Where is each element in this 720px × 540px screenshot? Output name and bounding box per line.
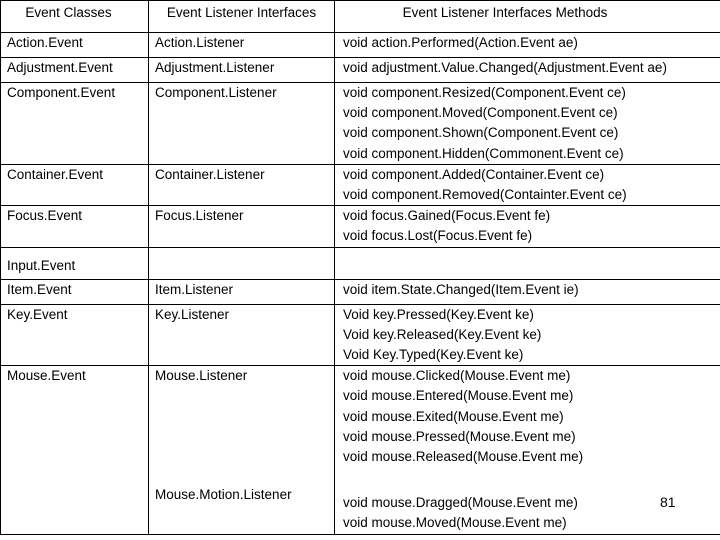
method-signature: Void Key.Typed(Key.Event ke) <box>343 347 524 363</box>
methods-cell <box>335 164 720 205</box>
method-signature: void mouse.Exited(Mouse.Event me) <box>343 408 564 424</box>
method-signature: void mouse.Clicked(Mouse.Event me) <box>343 368 571 384</box>
table-row <box>1 366 720 486</box>
listener-interface-cell: Key.Listener <box>149 304 335 366</box>
method-signature: void adjustment.Value.Changed(Adjustment.Event ae) <box>343 60 667 75</box>
event-class-cell: Action.Event <box>1 33 149 58</box>
table-row <box>1 164 720 205</box>
listener-interface-cell: Mouse.Listener <box>149 366 335 486</box>
event-class-cell: Item.Event <box>1 279 149 304</box>
method-signature: Void key.Pressed(Key.Event ke) <box>343 306 534 322</box>
method-signature: void focus.Lost(Focus.Event fe) <box>343 228 533 244</box>
header-event-classes: Event Classes <box>1 1 149 33</box>
page-number: 81 <box>660 494 676 510</box>
methods-cell <box>335 33 720 58</box>
methods-cell <box>335 366 720 486</box>
header-listener-methods: Event Listener Interfaces Methods <box>335 1 720 33</box>
listener-interface-cell: Adjustment.Listener <box>149 58 335 83</box>
method-signature: Void key.Released(Key.Event ke) <box>343 326 542 342</box>
table-row <box>1 304 720 366</box>
listener-interface-cell <box>149 247 335 279</box>
method-signature: void item.State.Changed(Item.Event ie) <box>343 281 579 297</box>
table-row <box>1 206 720 247</box>
method-signature: void mouse.Entered(Mouse.Event me) <box>343 388 574 404</box>
event-class-cell: Key.Event <box>1 304 149 366</box>
event-class-cell: Adjustment.Event <box>1 58 149 83</box>
listener-interface-cell: Action.Listener <box>149 33 335 58</box>
event-class-cell: Input.Event <box>1 247 149 279</box>
table-row <box>1 58 720 83</box>
event-class-cell: Component.Event <box>1 83 149 165</box>
table-row <box>1 33 720 58</box>
method-signature: void component.Added(Container.Event ce) <box>343 166 605 182</box>
event-class-cell: Focus.Event <box>1 206 149 247</box>
header-listener-interfaces: Event Listener Interfaces <box>149 1 335 33</box>
methods-cell <box>335 58 720 83</box>
methods-cell <box>335 83 720 165</box>
listener-interface-cell: Component.Listener <box>149 83 335 165</box>
method-signature: void mouse.Pressed(Mouse.Event me) <box>343 428 576 444</box>
methods-cell <box>335 304 720 366</box>
method-signature: void component.Shown(Component.Event ce) <box>343 125 619 141</box>
event-class-cell: Mouse.Event <box>1 366 149 534</box>
header-row <box>1 1 720 33</box>
method-signature: void mouse.Dragged(Mouse.Event me) <box>343 495 578 511</box>
method-signature: void mouse.Released(Mouse.Event me) <box>343 449 584 465</box>
method-signature: void focus.Gained(Focus.Event fe) <box>343 208 551 224</box>
methods-cell <box>335 206 720 247</box>
method-signature: void mouse.Moved(Mouse.Event me) <box>343 515 567 531</box>
listener-interface-cell: Item.Listener <box>149 279 335 304</box>
method-signature: void component.Resized(Component.Event ce) <box>343 85 626 100</box>
methods-cell <box>335 279 720 304</box>
listener-interface-cell: Focus.Listener <box>149 206 335 247</box>
table-row <box>1 83 720 165</box>
event-class-cell: Container.Event <box>1 164 149 205</box>
listener-interface-cell: Mouse.Motion.Listener <box>149 485 335 534</box>
listener-interface-cell: Container.Listener <box>149 164 335 205</box>
method-signature: void component.Hidden(Commonent.Event ce) <box>343 145 624 161</box>
method-signature: void component.Moved(Component.Event ce) <box>343 105 618 121</box>
table-row <box>1 247 720 279</box>
table-row <box>1 279 720 304</box>
method-signature: void action.Performed(Action.Event ae) <box>343 35 578 50</box>
method-signature: void component.Removed(Containter.Event ce) <box>343 187 627 203</box>
methods-cell <box>335 247 720 279</box>
